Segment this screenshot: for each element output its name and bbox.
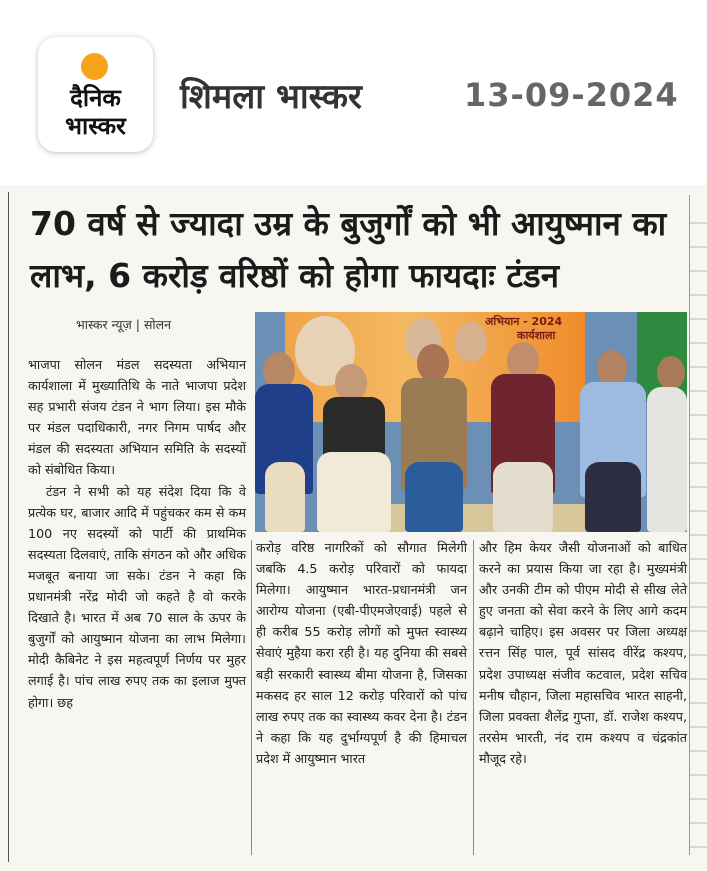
article-paragraph: टंडन ने सभी को यह संदेश दिया कि वे प्रत्येक घर, बाजार आदि में पहुंचकर कम से कम 100 नए सदस्यों को पार्टी की प्राथमिक सदस्यता दिलवाएं, ताकि संगठन को और अधिक मजबूत बनाया जा सके। टंडन ने कहा कि प्रधानमंत्री नरेंद्र मोदी जो कहते है वो करके दिखाते है। भारत में अब 70 साल के ऊपर के बुजुर्गों को आयुष्मान योजना का लाभ मिलेगा। मोदी कैबिनेट ने इस महत्वपूर्ण निर्णय पर मुहर लगाई है। पांच लाख रुपए तक का इलाज मुफ्त होगा। छह	[28, 483, 246, 710]
article-paragraph: भाजपा सोलन मंडल सदस्यता अभियान कार्यशाला में मुख्यातिथि के नाते भाजपा प्रदेश सह प्रभारी संजय टंडन ने भाग लिया। इस मौके पर मंडल पदाधिकारी, नगर निगम पार्षद और मंडल की सदस्यता अभियान समिति के सदस्यों को संबोधित किया।	[28, 357, 246, 478]
article-paragraph: और हिम केयर जैसी योजनाओं को बाधित करने का प्रयास किया जा रहा है। मुख्यमंत्री और उनकी टीम को पीएम मोदी से सीख लेते हुए जनता को सेवा करने के लिए आगे कदम बढ़ाने चाहिए। इस अवसर पर जिला अध्यक्ष रत्तन सिंह पाल, पूर्व सांसद वीरेंद्र कश्यप, प्रदेश उपाध्यक्ष संजीव कटवाल, प्रदेश सचिव मनीष चौहान, जिला महासचिव भारत साहनी, जिला प्रवक्ता शैलेंद्र गुप्ता, डॉ. राजेश कश्यप, तरसेम भारती, नंद राम कश्यप व चंद्रकांत मौजूद रहे।	[479, 540, 687, 766]
logo-text-line1: दैनिक	[70, 84, 121, 112]
article-paragraph: करोड़ वरिष्ठ नागरिकों को सौगात मिलेगी जबकि 4.5 करोड़ परिवारों को फायदा मिलेगा। आयुष्मान भारत-प्रधानमंत्री जन आरोग्य योजना (एबी-पीएमजेएवाई) पहले से ही करीब 55 करोड़ लोगों को मुफ्त स्वास्थ्य सेवाएं मुहैया करा रही है। यह दुनिया की सबसे बड़ी सरकारी स्वास्थ्य बीमा योजना है, जिसका मकसद हर साल 12 करोड़ परिवारों को पांच लाख रुपए तक का स्वास्थ्य कवर देना है। टंडन ने कहा कि यह दुर्भाग्यपूर्ण है की हिमाचल प्रदेश में आयुष्मान भारत	[256, 540, 467, 766]
column-divider	[473, 540, 474, 855]
banner-portrait	[455, 322, 487, 362]
sun-icon	[81, 53, 108, 80]
article-byline: भास्कर न्यूज़ | सोलन	[76, 317, 172, 332]
column-divider	[251, 540, 252, 855]
left-column-rule	[8, 192, 9, 862]
article-column-1	[28, 354, 246, 713]
article-column-3	[479, 537, 687, 769]
banner-text: अभियान - 2024	[485, 315, 563, 328]
article-headline: 70 वर्ष से ज्यादा उम्र के बुजुर्गों को भी आयुष्मान का लाभ, 6 करोड़ वरिष्ठों को होगा फायदाः टंडन	[30, 204, 667, 295]
article-photo	[255, 312, 687, 532]
logo-text-line2: भास्कर	[65, 112, 126, 140]
app-header	[0, 0, 707, 185]
article-column-2	[256, 537, 467, 769]
dainik-bhaskar-logo	[38, 37, 153, 152]
edition-date: 13-09-2024	[464, 76, 679, 114]
edition-title: शिमला भास्कर	[180, 77, 362, 117]
banner-subtext: कार्यशाला	[517, 329, 556, 342]
adjacent-article-edge	[690, 200, 707, 860]
